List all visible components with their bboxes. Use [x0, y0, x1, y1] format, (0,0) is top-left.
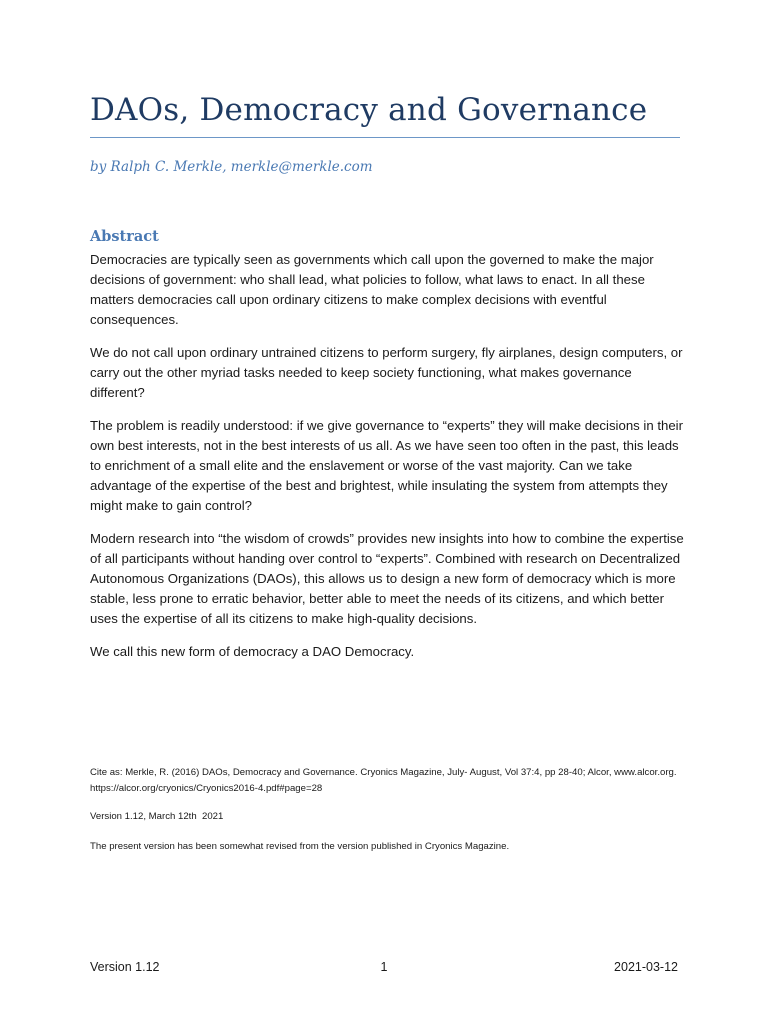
page-footer — [90, 960, 678, 978]
abstract-paragraph: Democracies are typically seen as governments which call upon the governed to make the major decisions of government: who shall lead, what policies to follow, what laws to enact. In all these matters democracies call upon ordinary citizens to make complex decisions with eventful consequences. — [90, 252, 654, 327]
footer-version: Version 1.12 — [90, 960, 160, 974]
author-byline: by Ralph C. Merkle, merkle@merkle.com — [90, 159, 373, 175]
version-note: Version 1.12, March 12th 2021 — [90, 811, 224, 822]
document-title: DAOs, Democracy and Governance — [90, 92, 648, 128]
footer-page-number: 1 — [380, 960, 388, 974]
title-underline-divider — [90, 137, 680, 138]
abstract-heading: Abstract — [90, 228, 159, 245]
abstract-body — [90, 250, 686, 675]
citation-note: Cite as: Merkle, R. (2016) DAOs, Democracy and Governance. Cryonics Magazine, July- August, Vol 37:4, pp 28-40; Alcor, www.alcor.org. https://alcor.org/cryonics/Cryonics2016-4.pdf#page=28 — [90, 767, 677, 794]
revision-note: The present version has been somewhat revised from the version published in Cryonics Magazine. — [90, 841, 510, 852]
abstract-paragraph: Modern research into “the wisdom of crowds” provides new insights into how to combine the expertise of all participants without handing over control to “experts”. Combined with research on Decentralized Autonomous Organizations (DAOs), this allows us to design a new form of democracy which is more stable, less prone to erratic behavior, better able to meet the needs of its citizens, and which better uses the expertise of all its citizens to make high-quality decisions. — [90, 531, 684, 626]
footer-date: 2021-03-12 — [614, 960, 678, 974]
abstract-paragraph: The problem is readily understood: if we give governance to “experts” they will make decisions in their own best interests, not in the best interests of us all. As we have seen too often in the past, this leads to enrichment of a small elite and the enslavement or worse of the vast majority. Can we take advantage of the expertise of the best and brightest, while insulating the system from attempts they might make to gain control? — [90, 418, 683, 513]
abstract-paragraph: We do not call upon ordinary untrained citizens to perform surgery, fly airplanes, design computers, or carry out the other myriad tasks needed to keep society functioning, what makes governance different? — [90, 345, 683, 400]
abstract-paragraph: We call this new form of democracy a DAO Democracy. — [90, 644, 415, 659]
